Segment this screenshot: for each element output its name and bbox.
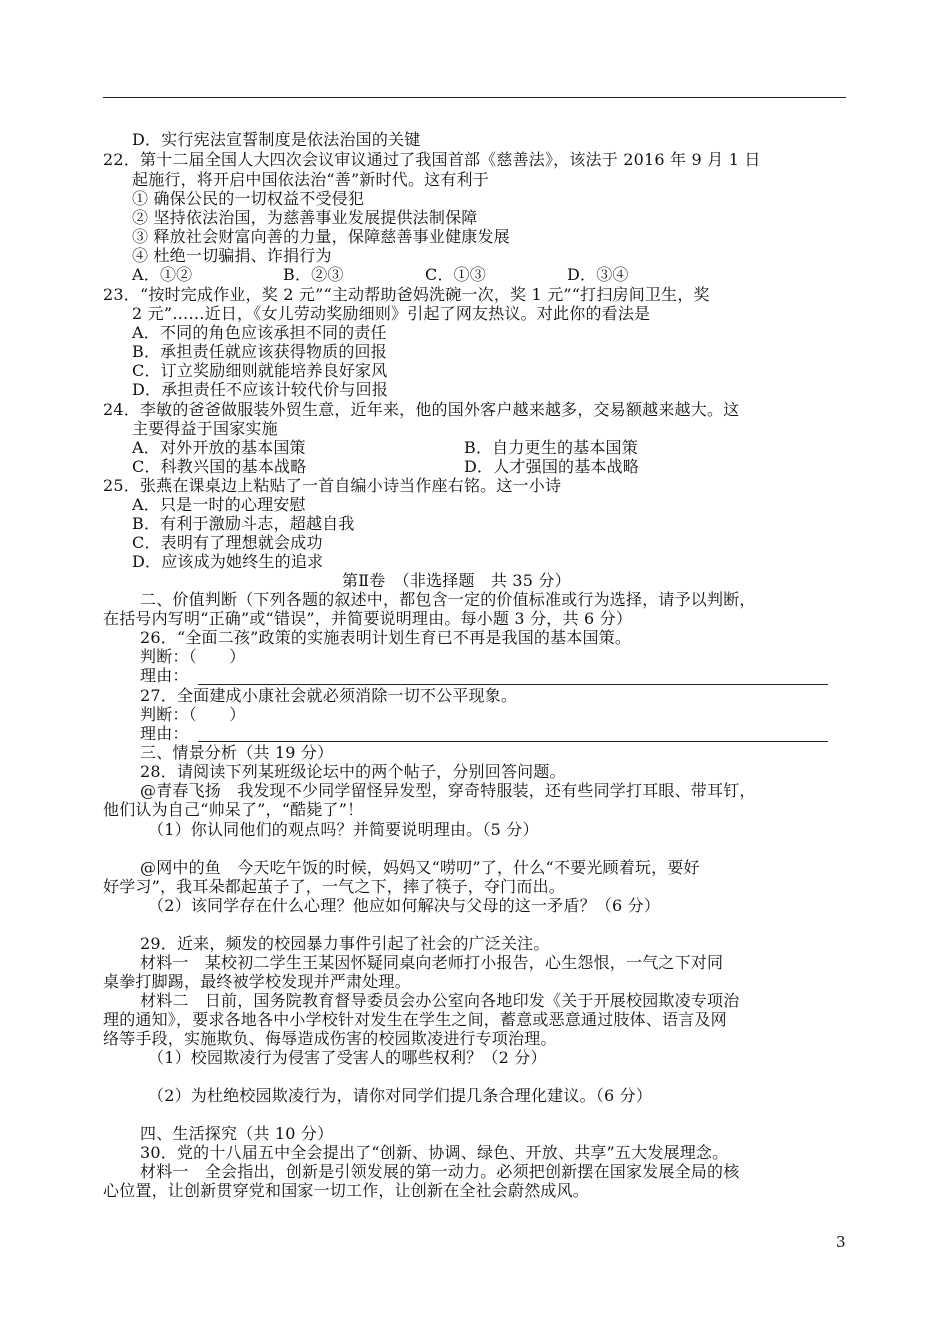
option-25d: D．应该成为她终生的追求: [132, 552, 324, 571]
item-22-3: ③ 释放社会财富向善的力量，保障慈善事业健康发展: [132, 227, 510, 246]
material-2-line-2: 理的通知》，要求各地各中小学校针对发生在学生之间，蓄意或恶意通过肢体、语言及网: [103, 1010, 727, 1029]
option-22c: C．①③: [425, 265, 487, 284]
material-30-1-line-1: 材料一 全会指出，创新是引领发展的第一动力。必须把创新摆在国家发展全局的核: [140, 1162, 740, 1181]
material-1-line-2: 桌拳打脚踢，最终被学校发现并严肃处理。: [103, 972, 411, 991]
question-24-stem-cont: 主要得益于国家实施: [132, 419, 278, 438]
question-27: 27．全面建成小康社会就必须消除一切不公平现象。: [140, 686, 518, 705]
material-1-line-1: 材料一 某校初二学生王某因怀疑同桌向老师打小报告，心生怨恨，一气之下对同: [140, 953, 724, 972]
item-22-4: ④ 杜绝一切骗捐、诈捐行为: [132, 246, 332, 265]
reason-label-26: 理由：: [140, 666, 189, 685]
reason-line-26[interactable]: [198, 684, 828, 685]
question-29-2: （2）为杜绝校园欺凌行为，请你对同学们提几条合理化建议。（6 分）: [148, 1086, 653, 1105]
option-24b: B．自力更生的基本国策: [464, 438, 638, 457]
judgment-26[interactable]: 判断：（ ）: [140, 647, 246, 666]
item-22-2: ② 坚持依法治国，为慈善事业发展提供法制保障: [132, 208, 478, 227]
section-2-heading: 二、价值判断（下列各题的叙述中，都包含一定的价值标准或行为选择，请予以判断，: [140, 590, 756, 609]
part-2-title: 第Ⅱ卷 （非选择题 共 35 分）: [342, 571, 571, 590]
question-25-stem: 25．张燕在课桌边上粘贴了一首自编小诗当作座右铭。这一小诗: [103, 476, 562, 495]
section-4-heading: 四、生活探究（共 10 分）: [140, 1124, 334, 1143]
option-23b: B．承担责任就应该获得物质的回报: [132, 342, 387, 361]
option-25a: A．只是一时的心理安慰: [132, 495, 306, 514]
option-25c: C．表明有了理想就会成功: [132, 533, 323, 552]
option-22b: B．②③: [283, 265, 344, 284]
question-24-stem: 24．李敏的爸爸做服装外贸生意，近年来，他的国外客户越来越多，交易额越来越大。这: [103, 400, 740, 419]
option-24c: C．科教兴国的基本战略: [132, 457, 307, 476]
option-24d: D．人才强国的基本战略: [464, 457, 640, 476]
post-2-line-2: 好学习”，我耳朵都起茧子了，一气之下，摔了筷子，夺门而出。: [103, 877, 565, 896]
question-29-stem: 29．近来，频发的校园暴力事件引起了社会的广泛关注。: [140, 934, 550, 953]
material-2-line-1: 材料二 日前，国务院教育督导委员会办公室向各地印发《关于开展校园欺凌专项治: [140, 991, 740, 1010]
question-23-stem-cont: 2 元”……近日，《女儿劳动奖励细则》引起了网友热议。对此你的看法是: [132, 304, 651, 323]
material-2-line-3: 络等手段，实施欺负、侮辱造成伤害的校园欺凌进行专项治理。: [103, 1029, 557, 1048]
section-2-instructions: 在括号内写明“正确”或“错误”，并简要说明理由。每小题 3 分，共 6 分）: [103, 609, 633, 628]
item-22-1: ① 确保公民的一切权益不受侵犯: [132, 189, 365, 208]
question-22-stem-cont: 起施行，将开启中国依法治“善”新时代。这有利于: [132, 170, 489, 189]
post-2-line-1: @网中的鱼 今天吃午饭的时候，妈妈又“唠叨”了，什么“不要光顾着玩，要好: [140, 858, 700, 877]
question-23-stem: 23．“按时完成作业，奖 2 元”“主动帮助爸妈洗碗一次，奖 1 元”“打扫房间卫生，奖: [103, 285, 710, 304]
post-1-line-2: 他们认为自己“帅呆了”，“酷毙了”！: [103, 800, 364, 819]
reason-label-27: 理由：: [140, 724, 189, 743]
question-22-stem: 22．第十二届全国人大四次会议审议通过了我国首部《慈善法》，该法于 2016 年 9 月 1 日: [103, 150, 761, 169]
page-number: 3: [836, 1233, 846, 1251]
option-24a: A．对外开放的基本国策: [132, 438, 306, 457]
reason-line-27[interactable]: [198, 741, 828, 742]
question-28-stem: 28．请阅读下列某班级论坛中的两个帖子，分别回答问题。: [140, 762, 566, 781]
option-22d: D．③④: [567, 265, 629, 284]
judgment-27[interactable]: 判断：（ ）: [140, 705, 246, 724]
option-25b: B．有利于激励斗志，超越自我: [132, 514, 355, 533]
option-23d: D．承担责任不应该计较代价与回报: [132, 380, 389, 399]
option-22a: A．①②: [132, 265, 193, 284]
material-30-1-line-2: 心位置，让创新贯穿党和国家一切工作，让创新在全社会蔚然成风。: [103, 1181, 590, 1200]
option-23a: A．不同的角色应该承担不同的责任: [132, 323, 387, 342]
post-1-line-1: @青春飞扬 我发现不少同学留怪异发型，穿奇特服装，还有些同学打耳眼、带耳钉，: [140, 781, 756, 800]
option-21d: D．实行宪法宣誓制度是依法治国的关键: [132, 130, 421, 149]
question-30-stem: 30．党的十八届五中全会提出了“创新、协调、绿色、开放、共享”五大发展理念。: [140, 1143, 729, 1162]
question-28-1: （1）你认同他们的观点吗？并简要说明理由。（5 分）: [148, 820, 539, 839]
option-23c: C．订立奖励细则就能培养良好家风: [132, 361, 388, 380]
question-26: 26．“全面二孩”政策的实施表明计划生育已不再是我国的基本国策。: [140, 628, 632, 647]
section-3-heading: 三、情景分析（共 19 分）: [140, 743, 334, 762]
question-28-2: （2）该同学存在什么心理？他应如何解决与父母的这一矛盾？（6 分）: [148, 896, 661, 915]
header-rule: [103, 97, 846, 98]
question-29-1: （1）校园欺凌行为侵害了受害人的哪些权利？（2 分）: [148, 1048, 547, 1067]
